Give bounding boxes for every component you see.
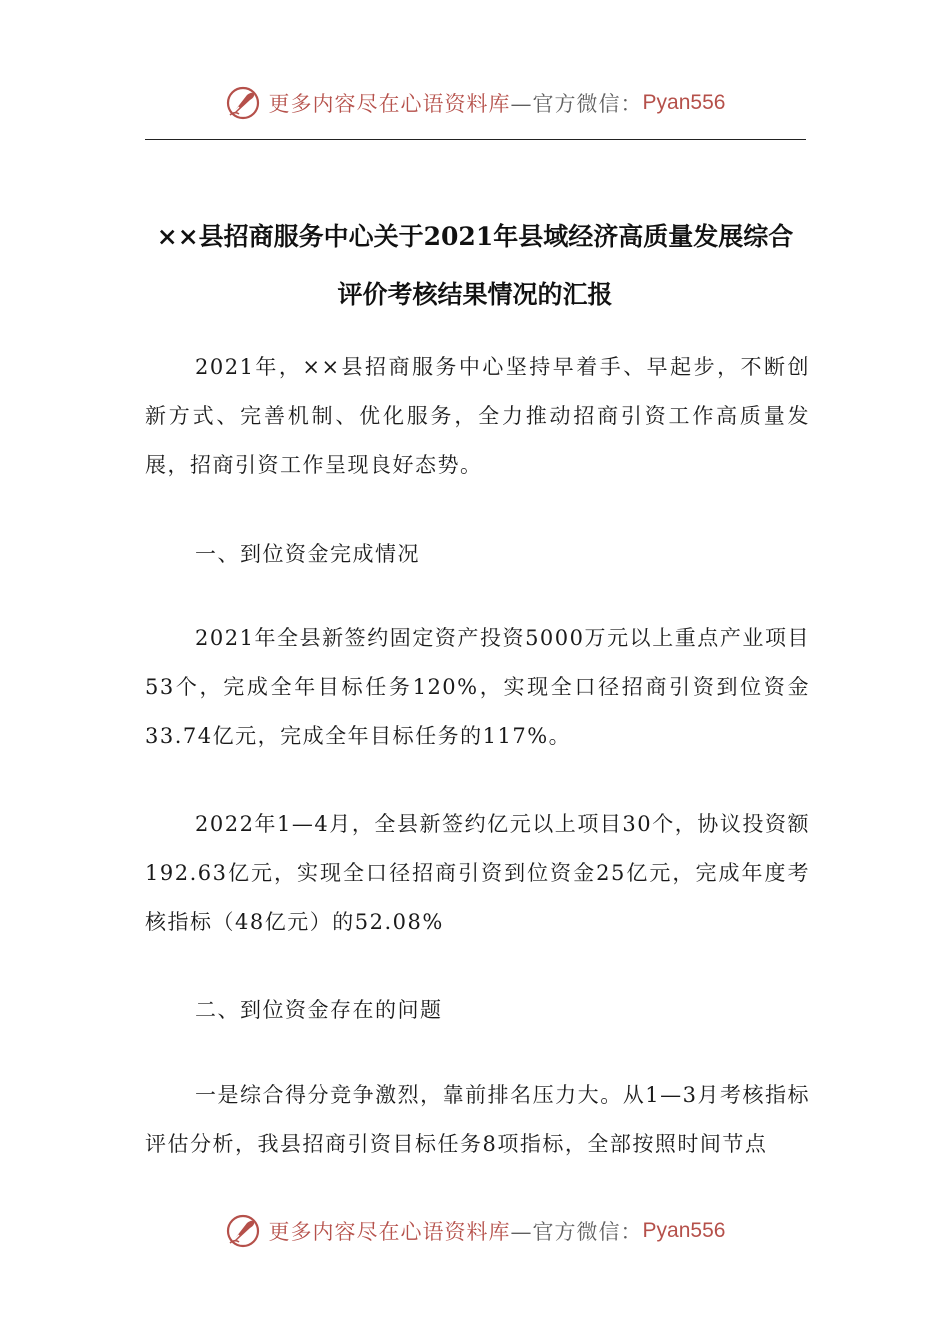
title-line-1: ××县招商服务中心关于2021年县域经济高质量发展综合 xyxy=(156,222,794,251)
quill-pen-logo-icon xyxy=(225,85,261,121)
section-1-paragraph-1: 2021年全县新签约固定资产投资5000万元以上重点产业项目53个，完成全年目标任务120%，实现全口径招商引资到位资金33.74亿元，完成全年目标任务的117%。 xyxy=(145,626,810,748)
header-divider xyxy=(145,139,806,140)
title-line-2: 评价考核结果情况的汇报 xyxy=(337,280,613,309)
watermark-library-text: 更多内容尽在心语资料库 xyxy=(268,1220,511,1244)
document-title xyxy=(120,208,830,324)
section-1-heading: 一、到位资金完成情况 xyxy=(195,542,420,566)
quill-pen-logo-icon xyxy=(225,1213,261,1249)
section-1-paragraph-2: 2022年1—4月，全县新签约亿元以上项目30个，协议投资额192.63亿元，实现全口径招商引资到位资金25亿元，完成年度考核指标（48亿元）的52.08% xyxy=(145,812,810,934)
section-2-paragraph-1: 一是综合得分竞争激烈，靠前排名压力大。从1—3月考核指标评估分析，我县招商引资目标任务8项指标，全部按照时间节点 xyxy=(145,1083,810,1156)
section-2-heading: 二、到位资金存在的问题 xyxy=(195,998,443,1022)
watermark-wechat-id: Pyan556 xyxy=(642,1219,726,1242)
watermark-library-text: 更多内容尽在心语资料库 xyxy=(268,92,511,116)
watermark-wechat-id: Pyan556 xyxy=(642,91,726,114)
watermark-wechat-label: —官方微信： xyxy=(510,1220,643,1244)
footer-watermark xyxy=(0,1206,950,1256)
intro-paragraph: 2021年，××县招商服务中心坚持早着手、早起步，不断创新方式、完善机制、优化服务，全力推动招商引资工作高质量发展，招商引资工作呈现良好态势。 xyxy=(145,355,810,477)
header-watermark xyxy=(0,78,950,128)
watermark-wechat-label: —官方微信： xyxy=(510,92,643,116)
